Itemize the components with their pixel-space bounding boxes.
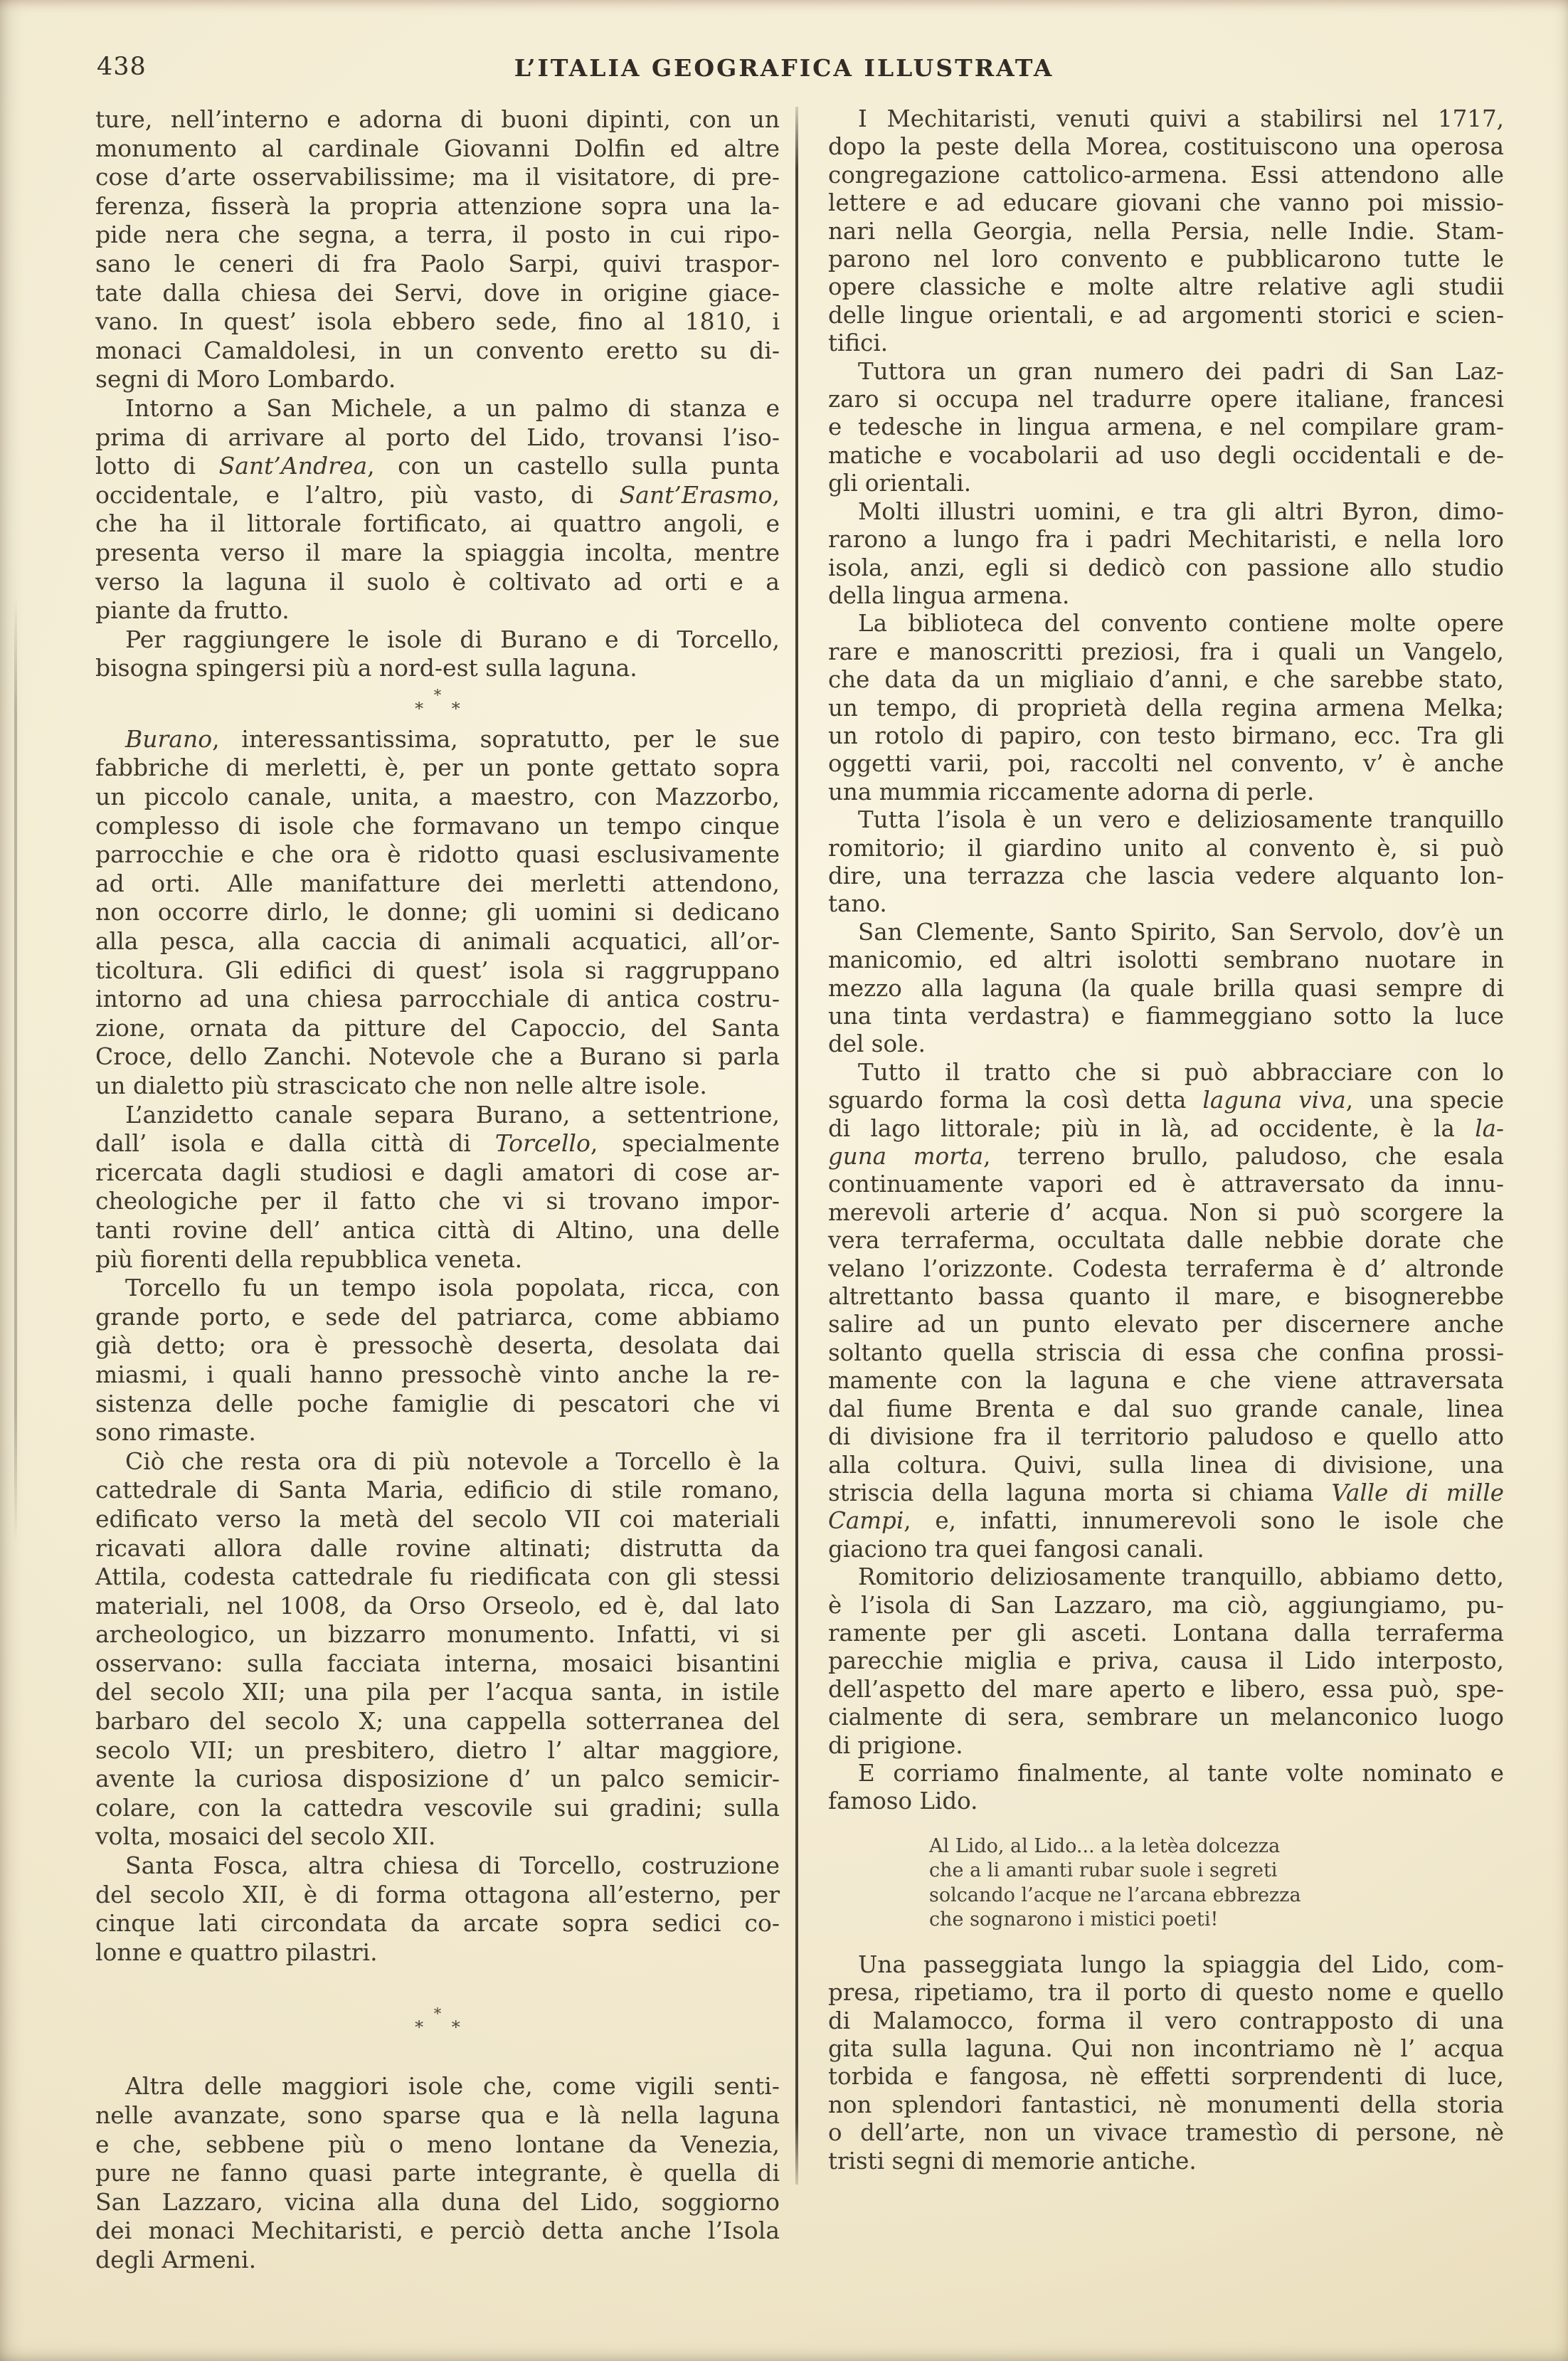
text-line: Attila, codesta cattedrale fu riedificata con gli stessi: [95, 1563, 780, 1591]
text-line: dell’aspetto del mare aperto e libero, essa può, spe-: [828, 1675, 1504, 1703]
text-line: cinque lati circondata da arcate sopra sedici co-: [95, 1909, 780, 1938]
text-line: romitorio; il giardino unito al convento è, si può: [828, 834, 1504, 862]
text-line: continuamente vapori ed è attraversato da innu-: [828, 1171, 1504, 1198]
text-line: edificato verso la metà del secolo VII coi materiali: [95, 1504, 780, 1533]
text-line: archeologico, un bizzarro monumento. Infatti, vi si: [95, 1620, 780, 1649]
text-line: Per raggiungere le isole di Burano e di Torcello,: [125, 625, 780, 653]
text-line: un piccolo canale, unita, a maestro, con Mazzorbo,: [95, 783, 780, 811]
text-line: prima di arrivare al porto del Lido, trovansi l’iso-: [95, 423, 780, 451]
paragraph: [95, 394, 780, 625]
text-line: matiche e vocabolarii ad uso degli occidentali e de-: [828, 441, 1504, 469]
paragraph: [95, 1274, 780, 1447]
paragraph: [95, 625, 780, 683]
text-line: manicomio, ed altri isolotti sembrano nuotare in: [828, 946, 1504, 974]
text-line: degli Armeni.: [95, 2245, 257, 2273]
text-line: della lingua armena.: [828, 581, 1070, 609]
text-line: del secolo XII, è di forma ottagona all’esterno, per: [95, 1880, 780, 1908]
text-line: intorno ad una chiesa parrocchiale di antica costru-: [95, 985, 780, 1013]
text-line: Burano, interessantissima, sopratutto, per le sue: [125, 724, 780, 753]
text-line: congregazione cattolico-armena. Essi attendono alle: [828, 161, 1504, 189]
text-line: tate dalla chiesa dei Servi, dove in origine giace-: [95, 278, 780, 307]
text-line: cheologiche per il fatto che vi si trovano impor-: [95, 1187, 780, 1215]
text-line: alla coltura. Quivi, sulla linea di divisione, una: [828, 1451, 1504, 1479]
text-line: Ciò che resta ora di più notevole a Torcello è la: [125, 1447, 780, 1475]
asterism-bottom: * *: [415, 2017, 472, 2038]
text-line: colare, con la cattedra vescovile sui gradini; sulla: [95, 1793, 780, 1822]
text-line: Tutto il tratto che si può abbracciare con lo: [858, 1058, 1504, 1086]
text-line: bisogna spingersi più a nord-est sulla laguna.: [95, 654, 637, 682]
gutter-shadow: [14, 598, 17, 1544]
left-column: [95, 105, 780, 2275]
text-line: Tuttora un gran numero dei padri di San Laz-: [858, 357, 1504, 385]
text-line: e tedesche in lingua armena, e nel compilare gram-: [828, 413, 1504, 441]
section-divider-asterism: [95, 686, 780, 719]
text-line: alla pesca, alla caccia di animali acquatici, all’or-: [95, 927, 780, 956]
text-line: secolo VII; un presbitero, dietro l’ altar maggiore,: [95, 1736, 780, 1764]
text-line: parrocchie e che ora è ridotto quasi esclusivamente: [95, 840, 780, 869]
text-line: un tempo, di proprietà della regina armena Melka;: [828, 694, 1504, 722]
text-line: piante da frutto.: [95, 596, 290, 625]
text-line: sguardo forma la così detta laguna viva, una specie: [828, 1087, 1504, 1114]
text-line: oggetti varii, poi, raccolti nel convento, v’ è anche: [828, 750, 1504, 778]
text-line: velano l’orizzonte. Codesta terraferma è d’ altronde: [828, 1255, 1504, 1282]
text-line: presa, ripetiamo, tra il porto di questo nome e quello: [828, 1979, 1504, 2007]
paragraph: [828, 1951, 1504, 2175]
text-line: di prigione.: [828, 1731, 963, 1759]
text-line: zaro si occupa nel tradurre opere italiane, francesi: [828, 386, 1504, 413]
text-line: ferenza, fisserà la propria attenzione sopra una la-: [95, 191, 780, 220]
text-line: San Clemente, Santo Spirito, San Servolo, dov’è un: [858, 918, 1504, 946]
asterism-top: *: [433, 686, 442, 704]
text-line: Molti illustri uomini, e tra gli altri Byron, dimo-: [858, 497, 1504, 525]
text-line: Una passeggiata lungo la spiaggia del Lido, com-: [858, 1950, 1504, 1978]
text-line: di lago littorale; più in là, ad occidente, è la la-: [828, 1114, 1504, 1142]
text-line: merevoli arterie d’ acqua. Non si può scorgere la: [828, 1198, 1504, 1226]
text-line: parono nel loro convento e pubblicarono tutte le: [828, 245, 1504, 273]
text-line: La biblioteca del convento contiene molte opere: [858, 610, 1504, 638]
text-line: una mummia riccamente adorna di perle.: [828, 778, 1315, 806]
text-line: dall’ isola e dalla città di Torcello, specialmente: [95, 1129, 780, 1158]
text-line: una tinta verdastra) e fiammeggiano sotto la luce: [828, 1003, 1504, 1030]
paragraph: [95, 105, 780, 394]
text-line: salire ad un punto elevato per discernere anche: [828, 1311, 1504, 1338]
text-line: non splendori fantastici, nè monumenti della storia: [828, 2091, 1504, 2118]
text-line: sono rimaste.: [95, 1418, 256, 1447]
header-page-number: 438: [97, 53, 147, 81]
text-line: zione, ornata da pitture del Capoccio, del Santa: [95, 1013, 780, 1042]
text-line: lonne e quattro pilastri.: [95, 1938, 378, 1966]
text-line: che ha il littorale fortificato, ai quattro angoli, e: [95, 509, 780, 538]
text-line: materiali, nel 1008, da Orso Orseolo, ed è, dal lato: [95, 1591, 780, 1620]
text-line: mezzo alla laguna (la quale brilla quasi sempre di: [828, 974, 1504, 1002]
text-line: tristi segni di memorie antiche.: [828, 2147, 1197, 2175]
text-line: miasmi, i quali hanno pressochè vinto anche la re-: [95, 1360, 780, 1388]
text-line: San Lazzaro, vicina alla duna del Lido, soggiorno: [95, 2187, 780, 2216]
text-line: vano. In quest’ isola ebbero sede, fino al 1810, i: [95, 307, 780, 336]
text-line: L’anzidetto canale separa Burano, a settentrione,: [125, 1100, 780, 1129]
paragraph: [828, 358, 1504, 498]
text-line: ricavati allora dalle rovine altinati; distrutta da: [95, 1533, 780, 1562]
text-line: avente la curiosa disposizione d’ un palco semicir-: [95, 1765, 780, 1793]
text-line: rarono a lungo fra i padri Mechitaristi, e nella loro: [828, 526, 1504, 554]
text-line: grande porto, e sede del patriarca, come abbiamo: [95, 1302, 780, 1331]
text-line: non occorre dirlo, le donne; gli uomini si dedicano: [95, 898, 780, 926]
header-title: L’ITALIA GEOGRAFICA ILLUSTRATA: [514, 54, 1054, 82]
paragraph: [828, 806, 1504, 919]
paragraph: [828, 919, 1504, 1059]
text-line: cattedrale di Santa Maria, edificio di stile romano,: [95, 1476, 780, 1504]
text-line: di divisione fra il territorio paludoso e quello atto: [828, 1423, 1504, 1451]
paragraph: [828, 1563, 1504, 1760]
right-column: [828, 105, 1504, 2175]
text-line: gita sulla laguna. Qui non incontriamo nè l’ acqua: [828, 2035, 1504, 2062]
text-line: ad orti. Alle manifatture dei merletti attendono,: [95, 869, 780, 897]
poem-quote: [929, 1834, 1504, 1933]
text-line: vera terraferma, occultata dalle nebbie dorate che: [828, 1227, 1504, 1255]
poem-line: solcando l’acque ne l’arcana ebbrezza: [929, 1884, 1301, 1906]
text-line: Romitorio deliziosamente tranquillo, abbiamo detto,: [858, 1563, 1504, 1591]
paragraph: [95, 1447, 780, 1852]
paragraph: [828, 610, 1504, 806]
text-line: sano le ceneri di fra Paolo Sarpi, quivi traspor-: [95, 249, 780, 278]
text-line: occidentale, e l’altro, più vasto, di Sant’Erasmo,: [95, 480, 780, 509]
text-line: guna morta, terreno brullo, paludoso, che esala: [828, 1143, 1504, 1171]
text-line: sistenza delle poche famiglie di pescatori che vi: [95, 1389, 780, 1417]
text-line: ricercata dagli studiosi e dagli amatori di cose ar-: [95, 1158, 780, 1186]
text-line: verso la laguna il suolo è coltivato ad orti e a: [95, 567, 780, 596]
text-line: dopo la peste della Morea, costituiscono una operosa: [828, 133, 1504, 161]
text-line: pide nera che segna, a terra, il posto in cui ripo-: [95, 221, 780, 249]
text-line: nari nella Georgia, nella Persia, nelle Indie. Stam-: [828, 217, 1504, 245]
text-line: cose d’arte osservabilissime; ma il visitatore, di pre-: [95, 163, 780, 191]
asterism-top: *: [433, 2005, 442, 2023]
text-line: dire, una terrazza che lascia vedere alquanto lon-: [828, 862, 1504, 889]
text-line: gli orientali.: [828, 470, 972, 497]
text-line: parecchie miglia e priva, causa il Lido interposto,: [828, 1647, 1504, 1675]
text-line: di Malamocco, forma il vero contrapposto di una: [828, 2007, 1504, 2034]
text-line: isola, anzi, egli si dedicò con passione allo studio: [828, 554, 1504, 581]
text-line: dal fiume Brenta e dal suo grande canale, linea: [828, 1395, 1504, 1422]
text-line: o dell’arte, non un vivace tramestìo di persone, nè: [828, 2119, 1504, 2147]
text-line: famoso Lido.: [828, 1787, 978, 1815]
paragraph: [95, 2072, 780, 2274]
text-line: è l’isola di San Lazzaro, ma ciò, aggiungiamo, pu-: [828, 1591, 1504, 1619]
text-line: segni di Moro Lombardo.: [95, 365, 396, 394]
text-line: ramente per gli asceti. Lontana dalla terraferma: [828, 1619, 1504, 1647]
text-line: già detto; ora è pressochè deserta, desolata dai: [95, 1331, 780, 1360]
section-divider-asterism: [95, 2005, 780, 2038]
text-line: presenta verso il mare la spiaggia incolta, mentre: [95, 538, 780, 566]
text-line: Santa Fosca, altra chiesa di Torcello, costruzione: [125, 1852, 780, 1880]
text-line: dei monaci Mechitaristi, e perciò detta anche l’Isola: [95, 2217, 780, 2245]
paragraph: [828, 1059, 1504, 1563]
text-line: del secolo XII; una pila per l’acqua santa, in istile: [95, 1678, 780, 1706]
text-line: barbaro del secolo X; una cappella sotterranea del: [95, 1707, 780, 1736]
text-line: ticoltura. Gli edifici di quest’ isola si raggruppano: [95, 956, 780, 984]
paragraph: [95, 725, 780, 1101]
text-line: delle lingue orientali, e ad argomenti storici e scien-: [828, 301, 1504, 329]
text-line: opere classiche e molte altre relative agli studii: [828, 273, 1504, 301]
text-line: ture, nell’interno e adorna di buoni dipinti, con un: [95, 105, 780, 133]
text-line: Intorno a San Michele, a un palmo di stanza e: [125, 394, 780, 422]
text-line: giaciono tra quei fangosi canali.: [828, 1535, 1204, 1563]
paragraph: [95, 1101, 780, 1274]
text-line: I Mechitaristi, venuti quivi a stabilirsi nel 1717,: [858, 105, 1504, 132]
text-line: più fiorenti della repubblica veneta.: [95, 1245, 523, 1273]
text-line: monumento al cardinale Giovanni Dolfin ed altre: [95, 134, 780, 162]
text-line: cialmente di sera, sembrare un melanconico luogo: [828, 1704, 1504, 1731]
text-line: nelle avanzate, sono sparse qua e là nella laguna: [95, 2101, 780, 2129]
poem-line: che a li amanti rubar suole i segreti: [929, 1859, 1278, 1882]
text-line: osservano: sulla facciata interna, mosaici bisantini: [95, 1649, 780, 1677]
text-line: E corriamo finalmente, al tante volte nominato e: [858, 1759, 1504, 1787]
text-line: striscia della laguna morta si chiama Valle di mille: [828, 1479, 1504, 1506]
text-line: fabbriche di merletti, è, per un ponte gettato sopra: [95, 754, 780, 782]
paragraph: [828, 1760, 1504, 1816]
text-line: lotto di Sant’Andrea, con un castello sulla punta: [95, 452, 780, 480]
text-line: che data da un migliaio d’anni, e che sarebbe stato,: [828, 666, 1504, 694]
paragraph: [828, 105, 1504, 358]
text-line: tano.: [828, 890, 887, 918]
text-line: Altra delle maggiori isole che, come vigili senti-: [125, 2072, 780, 2101]
paragraph: [828, 498, 1504, 611]
text-line: torbida e fangosa, nè effetti sorprendenti di luce,: [828, 2063, 1504, 2091]
column-divider-rule: [795, 107, 798, 2185]
text-line: monaci Camaldolesi, in un convento eretto su di-: [95, 336, 780, 364]
text-line: un dialetto più strascicato che non nelle altre isole.: [95, 1072, 707, 1099]
text-line: del sole.: [828, 1030, 926, 1058]
text-line: tifici.: [828, 329, 889, 357]
poem-line: che sognarono i mistici poeti!: [929, 1908, 1219, 1931]
text-line: mamente con la laguna e che viene attraversata: [828, 1367, 1504, 1395]
text-line: complesso di isole che formavano un tempo cinque: [95, 811, 780, 840]
poem-line: Al Lido, al Lido... a la letèa dolcezza: [929, 1834, 1281, 1857]
text-line: Tutta l’isola è un vero e deliziosamente tranquillo: [858, 806, 1504, 834]
text-line: pure ne fanno quasi parte integrante, è quella di: [95, 2159, 780, 2187]
text-line: Campi, e, infatti, innumerevoli sono le isole che: [828, 1507, 1504, 1535]
text-line: un rotolo di papiro, con testo birmano, ecc. Tra gli: [828, 722, 1504, 749]
text-line: lettere e ad educare giovani che vanno poi missio-: [828, 189, 1504, 217]
text-line: altrettanto bassa quanto il mare, e bisognerebbe: [828, 1283, 1504, 1311]
text-line: e che, sebbene più o meno lontane da Venezia,: [95, 2130, 780, 2158]
asterism-bottom: * *: [415, 698, 472, 719]
paragraph: [95, 1852, 780, 1967]
text-line: volta, mosaici del secolo XII.: [95, 1822, 436, 1851]
text-line: soltanto quella striscia di essa che confina prossi-: [828, 1338, 1504, 1366]
text-line: rare e manoscritti preziosi, fra i quali un Vangelo,: [828, 638, 1504, 665]
text-line: Torcello fu un tempo isola popolata, ricca, con: [125, 1274, 780, 1302]
text-line: Croce, dello Zanchi. Notevole che a Burano si parla: [95, 1042, 780, 1071]
text-line: tanti rovine dell’ antica città di Altino, una delle: [95, 1215, 780, 1244]
